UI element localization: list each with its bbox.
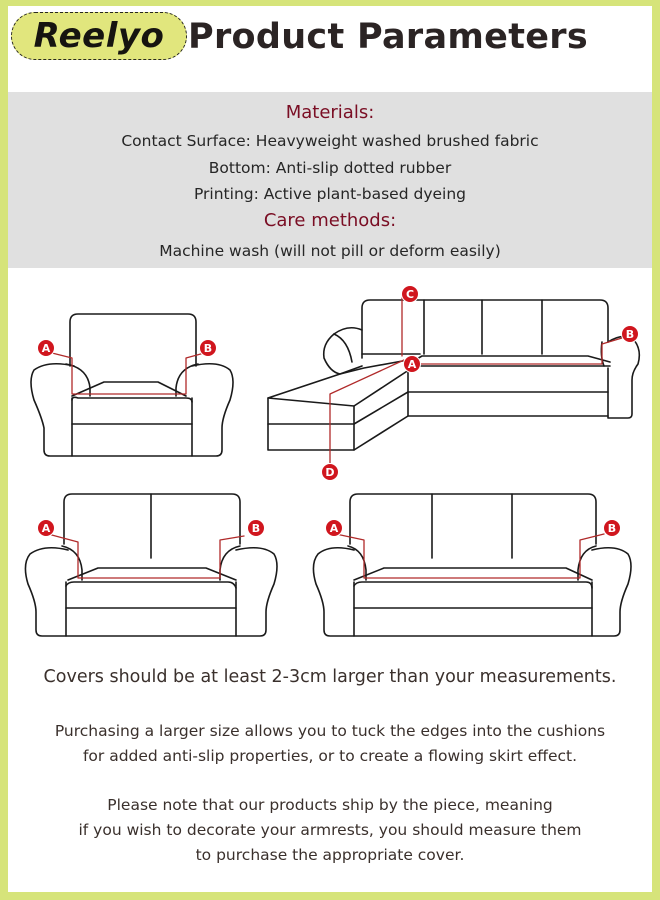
marker-d-label: D [325,466,335,479]
material-line: Printing: Active plant-based dyeing [193,185,466,203]
piece-notice-line: to purchase the appropriate cover. [195,846,465,864]
care-heading: Care methods: [263,210,397,231]
marker-b-label: B [203,342,213,355]
material-line: Contact Surface: Heavyweight washed brushed fabric [121,132,539,150]
marker-a-label: A [329,522,339,535]
larger-size-line: for added anti-slip properties, or to create a flowing skirt effect. [82,747,578,765]
marker-c-label: C [405,288,415,301]
armchair-diagram [31,314,233,456]
marker-a-label: A [41,522,51,535]
loveseat-diagram [25,494,277,636]
materials-heading: Materials: [285,102,375,123]
sectional-diagram [268,286,639,481]
size-tip: Covers should be at least 2-3cm larger than your measurements. [43,667,617,687]
materials-panel [8,92,652,268]
piece-notice-line: Please note that our products ship by the piece, meaning [107,796,553,814]
care-line: Machine wash (will not pill or deform easily) [159,242,501,260]
three-seater-diagram [313,494,631,636]
measurement-diagrams [8,268,652,658]
marker-b-label: B [625,328,635,341]
product-parameters-card [8,6,652,892]
page-title: Product Parameters [188,17,588,57]
material-line: Bottom: Anti-slip dotted rubber [208,159,452,177]
piece-notice-line: if you wish to decorate your armrests, you should measure them [78,821,582,839]
marker-a-label: A [41,342,51,355]
marker-b-label: B [607,522,617,535]
larger-size-line: Purchasing a larger size allows you to tuck the edges into the cushions [54,722,606,740]
brand-logo: Reelyo [11,12,187,60]
marker-b-label: B [251,522,261,535]
marker-a-label: A [407,358,417,371]
